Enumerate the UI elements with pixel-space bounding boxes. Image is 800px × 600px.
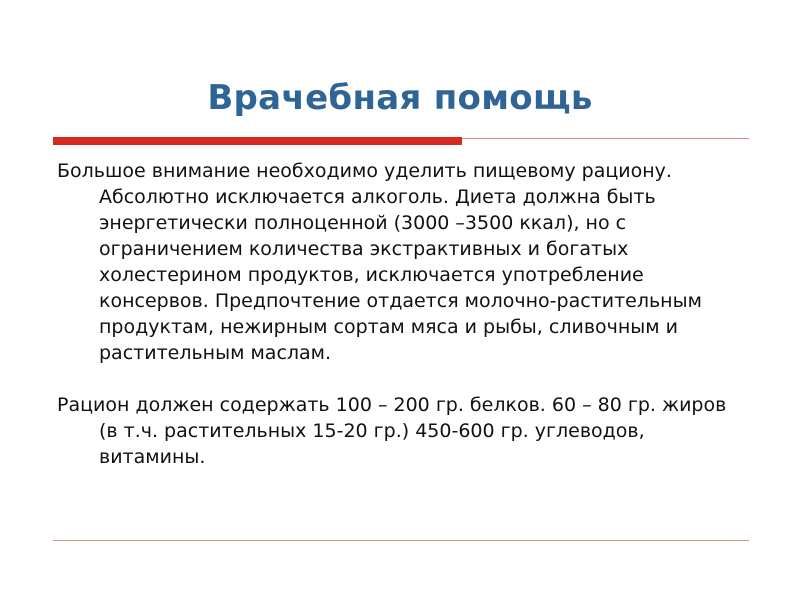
slide-title: Врачебная помощь — [207, 78, 593, 118]
title-underline-accent — [53, 137, 462, 145]
title-underline-thin — [462, 138, 749, 139]
footer-rule — [53, 540, 749, 541]
paragraph-diet: Большое внимание необходимо уделить пищевому рациону. Абсолютно исключается алкоголь. Диета должна быть энергетически полноценной (3000 –3500 ккал), но с ограничением количества экстрактивных и богатых холестерином продуктов, исключается употребление консервов. Предпочтение отдается молочно-растительным продуктам, нежирным сортам мяса и рыбы, сливочным и растительным маслам. — [57, 160, 702, 364]
slide-body — [57, 158, 747, 470]
paragraph-ration: Рацион должен содержать 100 – 200 гр. белков. 60 – 80 гр. жиров (в т.ч. растительных 15-20 гр.) 450-600 гр. углеводов, витамины. — [57, 394, 727, 468]
